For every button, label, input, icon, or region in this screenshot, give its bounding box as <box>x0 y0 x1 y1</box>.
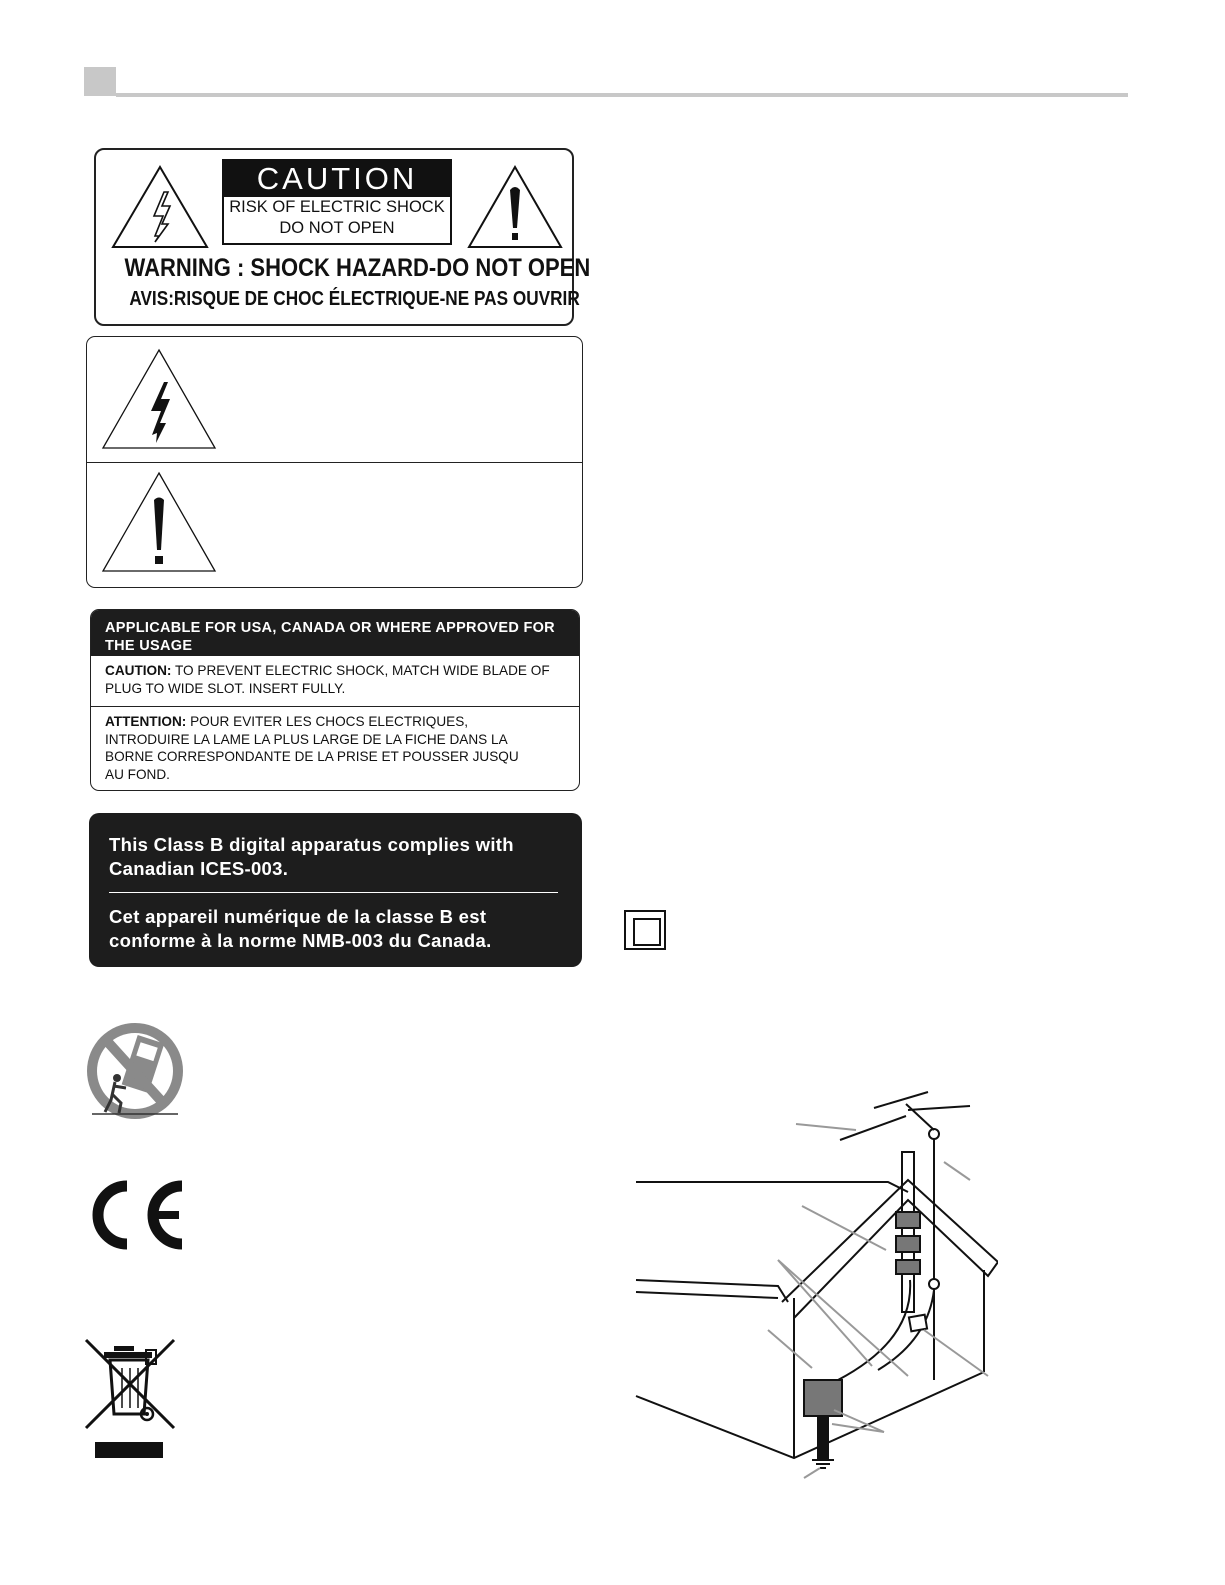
ce-mark-icon <box>83 1180 187 1250</box>
lightning-triangle-icon <box>110 164 210 250</box>
header-rule <box>116 93 1128 97</box>
warning-english: WARNING : SHOCK HAZARD-DO NOT OPEN <box>124 254 591 282</box>
class-b-divider <box>109 892 558 893</box>
plug-attention-prefix: ATTENTION: <box>105 714 187 729</box>
warning-french: AVIS:RISQUE DE CHOC ÉLECTRIQUE-NE PAS OUVRIR <box>129 288 580 310</box>
exclamation-triangle-icon <box>100 470 218 574</box>
lightning-triangle-icon <box>100 347 218 451</box>
header-marker <box>84 67 116 96</box>
caution-label <box>94 148 591 326</box>
plug-caution-prefix: CAUTION: <box>105 663 172 678</box>
double-insulation-icon <box>624 910 666 950</box>
weee-crossed-bin-icon <box>84 1338 178 1462</box>
cart-warning-icon <box>84 1020 186 1122</box>
antenna-grounding-diagram <box>628 1080 998 1480</box>
caution-line-1: RISK OF ELECTRIC SHOCK <box>229 198 445 216</box>
polarized-plug-label <box>90 609 580 791</box>
plug-caution-text: TO PREVENT ELECTRIC SHOCK, MATCH WIDE BLADE OF PLUG TO WIDE SLOT. INSERT FULLY. <box>105 663 550 696</box>
symbols-divider <box>87 462 582 463</box>
plug-caution-section <box>91 656 579 707</box>
symbols-explanation-box <box>86 336 583 588</box>
plug-label-header: APPLICABLE FOR USA, CANADA OR WHERE APPROVED FOR THE USAGE <box>91 610 579 656</box>
caution-line-2: DO NOT OPEN <box>279 219 395 237</box>
class-b-english: This Class B digital apparatus complies with Canadian ICES-003. <box>109 834 514 879</box>
plug-attention-section <box>91 707 541 789</box>
caution-title: CAUTION <box>224 161 450 197</box>
plug-attention-text: POUR EVITER LES CHOCS ELECTRIQUES, INTRODUIRE LA LAME LA PLUS LARGE DE LA FICHE DANS LA BORNE CORRESPONDANTE DE LA PRISE ET POUSSER JUSQU AU FOND. <box>105 714 519 782</box>
class-b-compliance-label <box>89 813 582 967</box>
exclamation-triangle-icon <box>466 164 564 250</box>
class-b-french: Cet appareil numérique de la classe B est conforme à la norme NMB-003 du Canada. <box>109 906 492 951</box>
caution-box <box>222 159 452 245</box>
